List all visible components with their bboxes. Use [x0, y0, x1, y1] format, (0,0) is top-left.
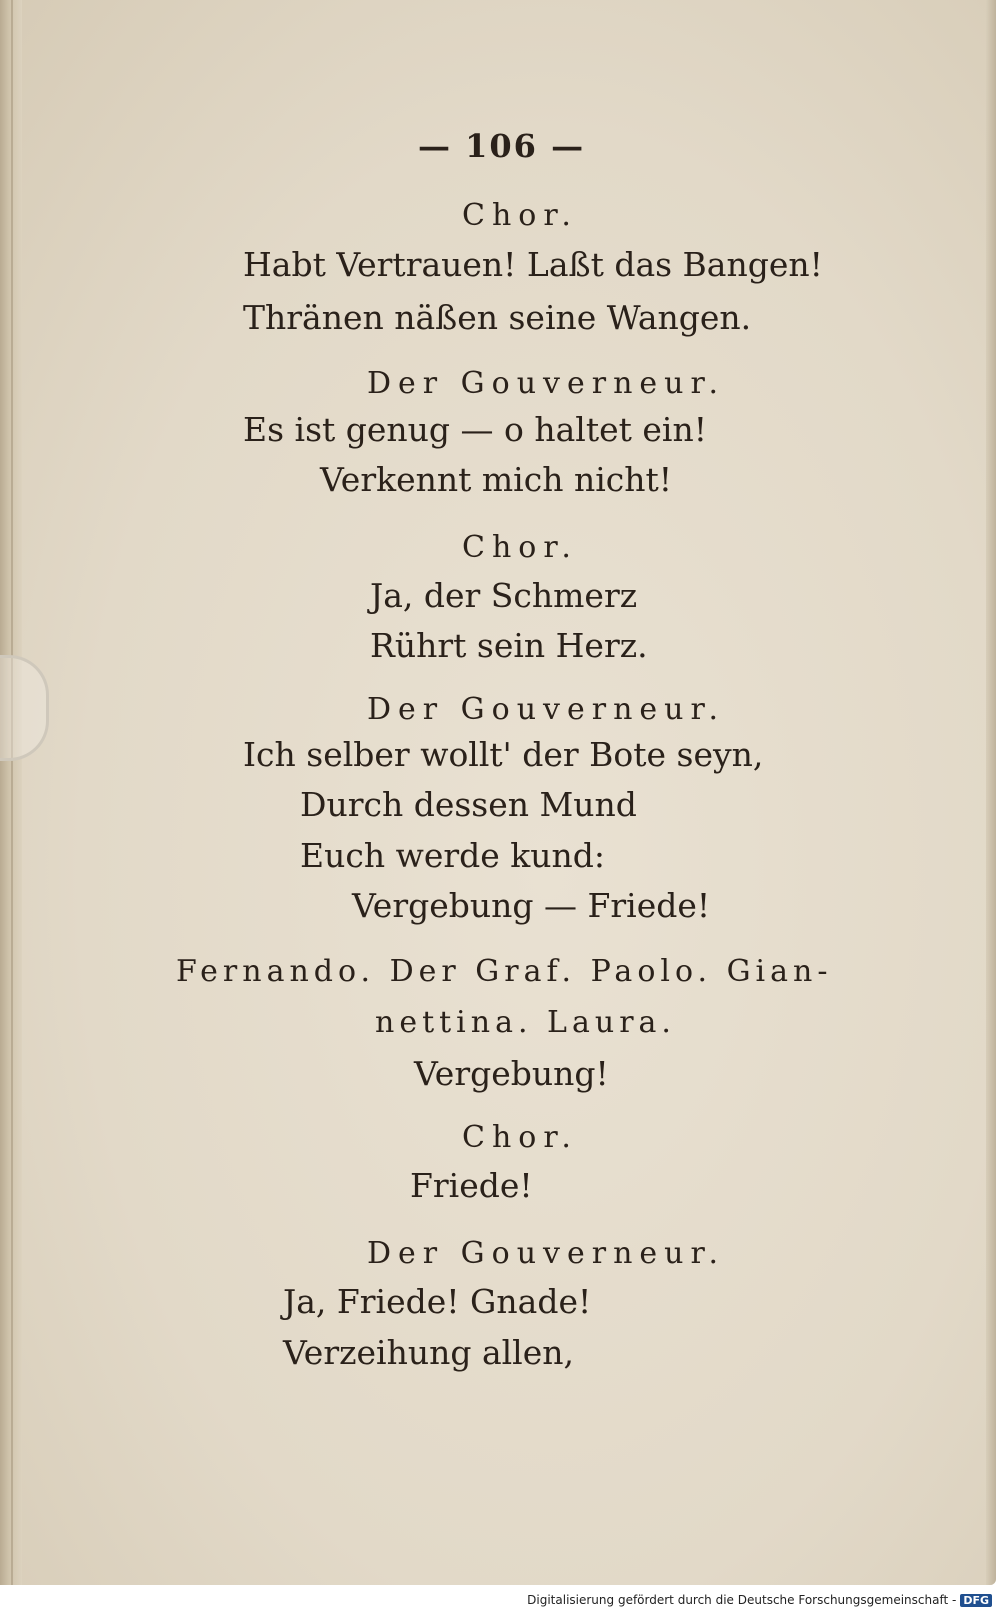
speaker-group: Fernando. Der Graf. Paolo. Gian- — [176, 954, 833, 989]
speaker-chor: Chor. — [462, 530, 578, 565]
footer-text: Digitalisierung gefördert durch die Deutsche Forschungsgemeinschaft - — [527, 1593, 957, 1607]
page-edge-line — [11, 0, 13, 1585]
speaker-chor: Chor. — [462, 198, 578, 233]
speaker-chor: Chor. — [462, 1120, 578, 1155]
verse-line: Ich selber wollt' der Bote seyn, — [243, 735, 764, 774]
verse-line: Durch dessen Mund — [300, 785, 637, 824]
verse-line: Verzeihung allen, — [283, 1333, 575, 1372]
verse-line: Rührt sein Herz. — [370, 626, 648, 665]
speaker-group-continued: nettina. Laura. — [375, 1005, 676, 1040]
verse-line: Friede! — [410, 1166, 533, 1205]
verse-line: Verkennt mich nicht! — [320, 460, 673, 499]
verse-line: Thränen näßen seine Wangen. — [243, 298, 752, 337]
speaker-gouverneur: Der Gouverneur. — [367, 366, 726, 401]
page-edge-right — [986, 0, 996, 1585]
digitization-footer — [527, 1593, 992, 1607]
verse-line: Es ist genug — o haltet ein! — [243, 410, 707, 449]
verse-line: Euch werde kund: — [300, 836, 606, 875]
verse-line: Habt Vertrauen! Laßt das Bangen! — [243, 245, 823, 284]
speaker-gouverneur: Der Gouverneur. — [367, 692, 726, 727]
page-number: — 106 — — [418, 127, 586, 165]
dfg-logo: DFG — [960, 1594, 992, 1607]
verse-line: Vergebung — Friede! — [352, 886, 711, 925]
verse-line: Ja, Friede! Gnade! — [283, 1282, 592, 1321]
verse-line: Ja, der Schmerz — [370, 576, 638, 615]
speaker-gouverneur: Der Gouverneur. — [367, 1236, 726, 1271]
verse-line: Vergebung! — [414, 1054, 609, 1093]
page-clip — [0, 655, 49, 761]
